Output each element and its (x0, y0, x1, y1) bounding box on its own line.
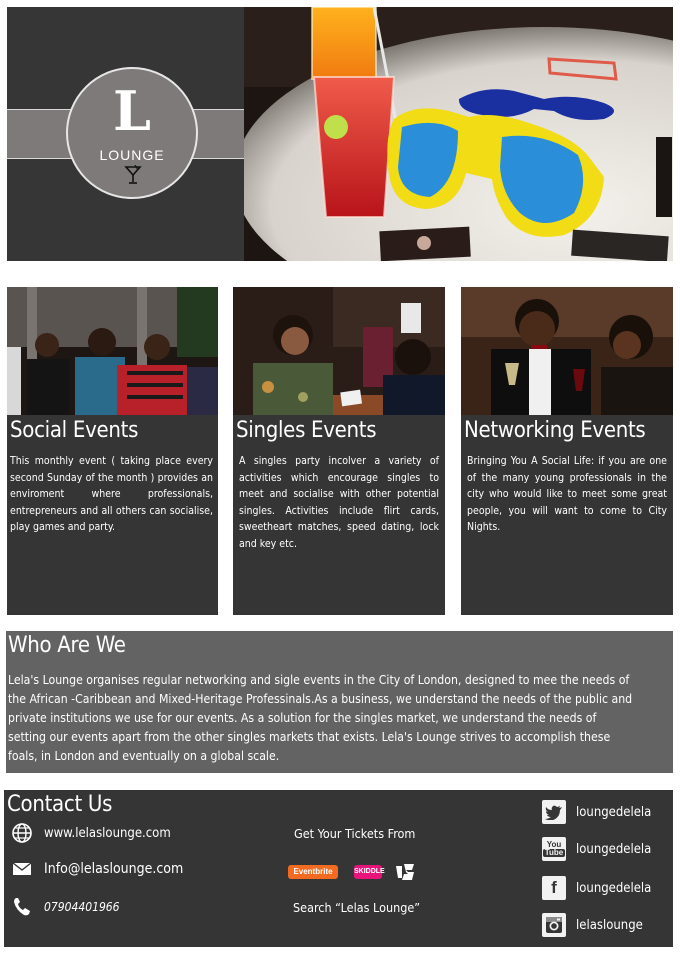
singles-events-photo-art (233, 287, 445, 415)
lounge-logo (66, 67, 198, 199)
networking-events-photo-art (461, 287, 673, 415)
website-link[interactable]: www.lelaslounge.com (44, 825, 171, 841)
logo-letter: L (113, 79, 151, 143)
twitter-handle[interactable]: loungedelela (576, 804, 652, 820)
hero-banner (7, 7, 673, 261)
globe-icon (10, 821, 34, 845)
hero-photo-art (244, 7, 673, 261)
social-events-photo-art (7, 287, 218, 415)
ticket-vendor-logo-icon[interactable] (394, 862, 416, 882)
social-youtube[interactable] (542, 836, 651, 862)
networking-events-photo (461, 287, 673, 415)
contact-section (4, 790, 673, 947)
envelope-icon (10, 857, 34, 881)
ticket-vendors (288, 862, 416, 882)
event-description: This monthly event ( taking place every second Sunday of the month ) provides an enviroment where professionals, entrepreneurs and all others can socialise, play games and party. (10, 455, 213, 533)
youtube-icon: You Tube (542, 837, 566, 861)
phone-icon (10, 895, 34, 919)
contact-website[interactable] (10, 820, 171, 846)
social-events-photo (7, 287, 218, 415)
facebook-handle[interactable]: loungedelela (576, 880, 652, 896)
contact-email[interactable] (10, 856, 183, 882)
twitter-icon (542, 800, 566, 824)
contact-phone[interactable] (10, 894, 120, 920)
event-card-singles (233, 287, 445, 615)
instagram-handle[interactable]: lelaslounge (576, 917, 643, 933)
event-card-networking (461, 287, 673, 615)
logo-word: LOUNGE (99, 147, 165, 163)
event-description: A singles party incolver a variety of activities which encourage singles to meet and socialise with other potential singles. Activities include flirt cards, sweetheart matches, speed dating, lock and key etc. (239, 455, 439, 550)
tickets-title: Get Your Tickets From (294, 826, 416, 841)
search-note: Search “Lelas Lounge” (293, 900, 421, 915)
event-card-social (7, 287, 218, 615)
who-heading: Who Are We (8, 633, 126, 658)
cocktail-glass-icon (124, 165, 142, 185)
phone-number: 07904401966 (44, 900, 120, 914)
social-instagram[interactable] (542, 912, 643, 938)
logo-panel (7, 7, 244, 261)
event-title: Singles Events (236, 418, 377, 443)
singles-events-photo (233, 287, 445, 415)
email-link[interactable]: Info@lelaslounge.com (44, 861, 184, 877)
event-title: Networking Events (464, 418, 646, 443)
youtube-handle[interactable]: loungedelela (576, 841, 652, 857)
event-title: Social Events (10, 418, 139, 443)
instagram-icon (542, 913, 566, 937)
skiddle-logo[interactable]: SKIDDLE (354, 865, 382, 879)
hero-photo-drinks-sunglasses (244, 7, 673, 261)
social-facebook[interactable] (542, 875, 651, 901)
who-text: Lela's Lounge organises regular networking and sigle events in the City of London, designed to mee the needs of the African -Caribbean and Mixed-Heritage Professinals.As a business, we understand the needs of the public and private institutions we use for our events. As a solution for the singles market, we understand the needs of setting our events apart from the other singles markets that exists. Lela's Lounge strives to accomplish these foals, in London and eventually on a global scale. (8, 673, 633, 763)
contact-heading: Contact Us (7, 792, 113, 817)
eventbrite-logo[interactable]: Eventbrite (288, 865, 338, 879)
event-description: Bringing You A Social Life: if you are one of the many young professionals in the city who would like to meet some great people, you will want to come to City Nights. (467, 455, 667, 533)
facebook-icon: f (542, 876, 566, 900)
who-are-we-section (6, 631, 673, 773)
social-twitter[interactable] (542, 799, 651, 825)
